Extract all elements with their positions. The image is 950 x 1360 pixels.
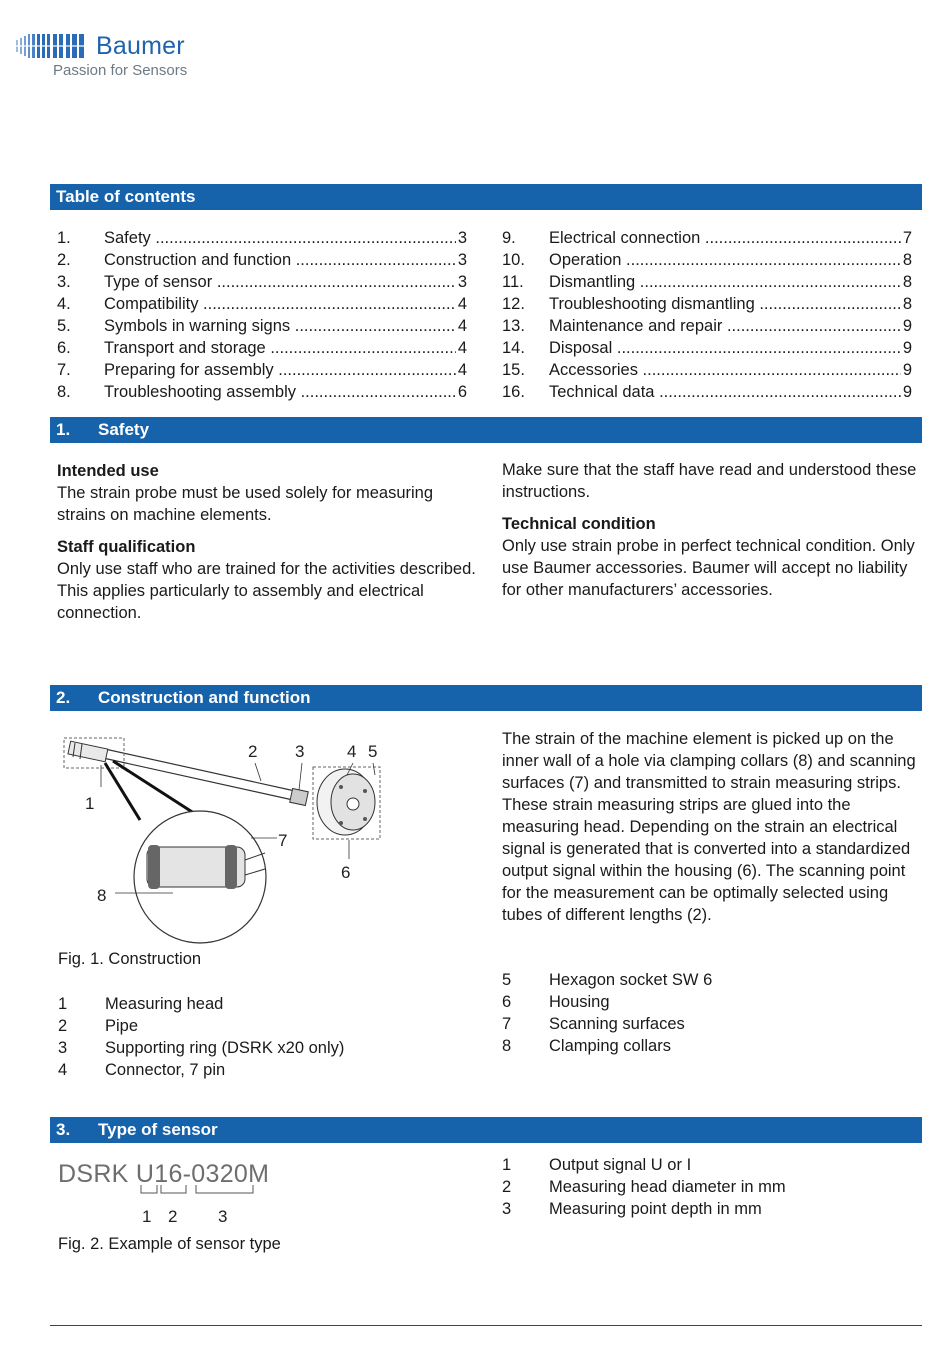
legend-item: 2 Measuring head diameter in mm [502,1178,786,1196]
toc-entry-title: Construction and function ..... [104,249,467,271]
toc-entry-title: Maintenance and repair ..... [549,315,912,337]
toc-entry-page: 7 [902,229,912,247]
code-label: 3 [218,1207,228,1226]
legend-item: 4 Connector, 7 pin [58,1061,226,1079]
brand-tagline: Passion for Sensors [53,62,188,79]
toc-entry-number: 11. [502,273,524,291]
technical-condition-text: Only use strain probe in perfect technical condition. Only use Baumer accessories. Baumer will accept no liability for other manufacturers’ accessories. [502,537,915,599]
toc-entry-title: Electrical connection ..... [549,227,912,249]
toc-entry-title: Type of sensor ..... [104,271,467,293]
safety-left-column [57,460,477,624]
figure-1-caption: Fig. 1. Construction [58,950,202,968]
toc-entry[interactable] [57,249,467,271]
toc-entry-title: Accessories ..... [549,359,912,381]
safety-right-column [502,459,917,601]
toc-entry-title: Troubleshooting assembly ..... [104,381,467,403]
toc-entry-page: 3 [457,251,467,269]
toc-entry-title: Technical data ..... [549,381,912,403]
intended-use-title: Intended use [57,462,159,480]
construction-figure [55,735,395,965]
figure-label: 1 [85,794,95,813]
toc-entry-title: Compatibility ..... [104,293,467,315]
section-title: Type of sensor [98,1120,218,1139]
toc-entry-page: 8 [902,273,912,291]
intended-use-text: The strain probe must be used solely for measuring strains on machine elements. [57,484,434,524]
toc-entry-number: 8. [57,383,71,401]
toc-entry-number: 10. [502,251,525,269]
toc-entry-page: 3 [457,229,467,247]
figure-label: 8 [97,886,107,905]
figure-2-caption: Fig. 2. Example of sensor type [58,1235,281,1253]
toc-entry-title: Preparing for assembly ..... [104,359,467,381]
toc-entry-number: 1. [57,229,71,247]
legend-item: 2 Pipe [58,1017,139,1035]
toc-entry[interactable] [57,271,467,293]
toc-heading: Table of contents [56,187,196,206]
toc-entry-number: 7. [57,361,71,379]
toc-entry-number: 14. [502,339,525,357]
legend-item: 8 Clamping collars [502,1037,671,1055]
toc-entry[interactable] [57,293,467,315]
toc-entry-page: 9 [902,383,912,401]
toc-entry-page: 6 [457,383,467,401]
toc-entry[interactable] [502,359,912,381]
toc-entry-number: 6. [57,339,71,357]
toc-entry-title: Safety ..... [104,227,467,249]
toc-entry[interactable] [57,381,467,403]
toc-entry-title: Symbols in warning signs ..... [104,315,467,337]
toc-entry[interactable] [502,249,912,271]
toc-entry[interactable] [502,293,912,315]
toc-entry[interactable] [502,315,912,337]
toc-entry-number: 12. [502,295,525,313]
toc-entry-page: 4 [457,339,467,357]
footer-divider [50,1325,922,1326]
toc-entry-number: 13. [502,317,525,335]
toc-entry[interactable] [502,381,912,403]
legend-item: 5 Hexagon socket SW 6 [502,971,713,989]
figure-label: 6 [341,863,351,882]
section-title: Construction and function [98,688,311,707]
toc-entry[interactable] [57,337,467,359]
section-title: Safety [98,420,150,439]
toc-entry-page: 4 [457,361,467,379]
toc-entry[interactable] [502,227,912,249]
toc-entry-number: 5. [57,317,71,335]
toc-entry[interactable] [502,337,912,359]
technical-condition-title: Technical condition [502,515,656,533]
code-label: 2 [168,1207,178,1226]
toc-entry-number: 9. [502,229,516,247]
toc-entry-page: 9 [902,361,912,379]
toc-entry[interactable] [57,227,467,249]
toc-entry[interactable] [57,359,467,381]
toc-right-column [502,227,912,403]
toc-entry-title: Operation ..... [549,249,912,271]
toc-entry-number: 4. [57,295,71,313]
toc-entry-page: 4 [457,295,467,313]
figure-label: 4 [347,742,357,761]
section-number: 3. [56,1120,71,1139]
legend-item: 1 Output signal U or I [502,1156,692,1174]
construction-legend-right [502,969,917,1057]
legend-item: 1 Measuring head [58,995,224,1013]
sensor-type-legend [502,1154,917,1220]
staff-qualification-text: Only use staff who are trained for the activities described. This applies particularly to assembly and electrical connection. [57,560,476,622]
toc-entry-title: Troubleshooting dismantling ..... [549,293,912,315]
brand-name: Baumer [96,32,185,60]
toc-left-column [57,227,467,403]
toc-entry-number: 16. [502,383,525,401]
toc-heading-bar [50,184,922,210]
toc-entry-page: 8 [902,251,912,269]
legend-item: 7 Scanning surfaces [502,1015,685,1033]
toc-entry-number: 2. [57,251,71,269]
toc-entry-title: Transport and storage ..... [104,337,467,359]
staff-note-text: Make sure that the staff have read and understood these instructions. [502,461,917,501]
construction-legend-left [58,993,478,1081]
section-number: 2. [56,688,71,707]
staff-qualification-title: Staff qualification [57,538,196,556]
toc-entry-number: 15. [502,361,525,379]
construction-description-text: The strain of the machine element is picked up on the inner wall of a hole via clamping collars (8) and scanning surfaces (7) and transmitted to strain measuring strips. These strain measuring strips are glued into the measuring head. Depending on the strain an electrical signal is generated that is converted into a standardized output signal within the housing (6). The scanning point for the measurement can be optimally selected using tubes of different lengths (2). [502,730,916,924]
legend-item: 3 Measuring point depth in mm [502,1200,762,1218]
toc-entry-title: Dismantling ..... [549,271,912,293]
toc-entry-page: 8 [902,295,912,313]
legend-item: 6 Housing [502,993,610,1011]
section-heading-bar-safety [50,417,922,443]
toc-entry[interactable] [502,271,912,293]
baumer-logo-mark-icon [16,34,86,58]
toc-entry[interactable] [57,315,467,337]
sensor-code-brackets [130,1183,270,1197]
toc-entry-page: 9 [902,339,912,357]
toc-entry-page: 3 [457,273,467,291]
figure-label: 5 [368,742,378,761]
toc-entry-page: 4 [457,317,467,335]
figure-label: 7 [278,831,288,850]
section-heading-bar-sensor-type [50,1117,922,1143]
strain-probe-drawing [64,738,380,943]
sensor-type-code: DSRK U16-0320M [58,1160,270,1188]
section-number: 1. [56,420,71,439]
figure-label: 3 [295,742,305,761]
legend-item: 3 Supporting ring (DSRK x20 only) [58,1039,345,1057]
toc-entry-title: Disposal ..... [549,337,912,359]
toc-entry-page: 9 [902,317,912,335]
toc-entry-number: 3. [57,273,71,291]
construction-description [502,728,917,926]
code-label: 1 [142,1207,152,1226]
figure-label: 2 [248,742,258,761]
section-heading-bar-construction [50,685,922,711]
